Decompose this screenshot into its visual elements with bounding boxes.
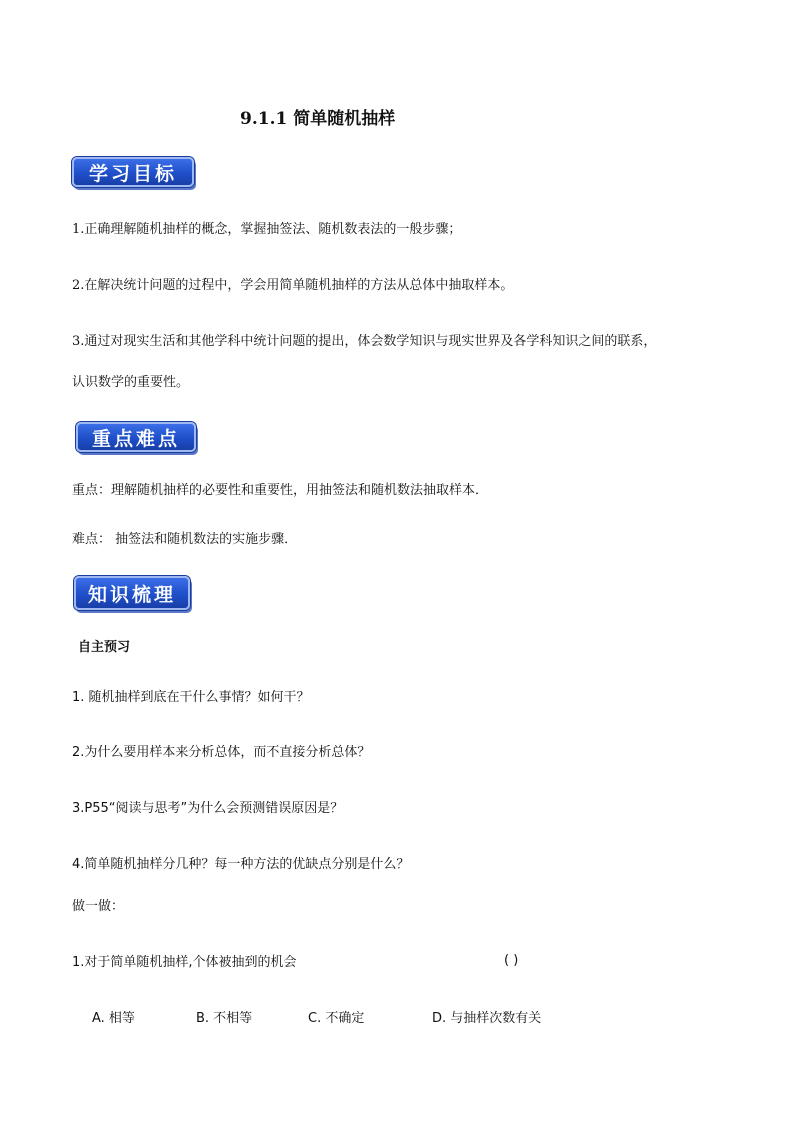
objective-1 — [72, 218, 461, 237]
objective-2 — [72, 274, 513, 293]
preview-question-3: 3.P55“阅读与思考”为什么会预测错误原因是？ — [72, 801, 344, 816]
preview-heading: 自主预习 — [78, 640, 131, 655]
page-title: 9.1.1 简单随机抽样 — [240, 109, 396, 129]
preview-question-4: 4.简单随机抽样分几种？每一种方法的优缺点分别是什么？ — [72, 857, 410, 872]
objective-2-number: 2. — [72, 278, 85, 293]
focus-text: 重点：理解随机抽样的必要性和重要性，用抽签法和随机数法抽取样本． — [72, 483, 489, 498]
objective-3 — [72, 330, 656, 349]
objective-2-text: 在解决统计问题的过程中，学会用简单随机抽样的方法从总体中抽取样本。 — [84, 278, 514, 293]
option-b: B. 不相等 — [196, 1011, 253, 1026]
section-badge-key-points: 重点难点 — [76, 422, 196, 452]
option-a: A. 相等 — [92, 1011, 135, 1026]
preview-question-2: 2.为什么要用样本来分析总体，而不直接分析总体？ — [72, 745, 371, 760]
objective-3-continued: 认识数学的重要性。 — [72, 375, 190, 390]
difficulty-text: 难点： 抽签法和随机数法的实施步骤． — [72, 532, 298, 547]
answer-blank: ( ) — [504, 953, 519, 968]
option-c: C. 不确定 — [308, 1011, 365, 1026]
do-it-label: 做一做： — [72, 899, 125, 914]
section-badge-objectives: 学习目标 — [72, 157, 194, 187]
preview-question-1: 1. 随机抽样到底在干什么事情？如何干？ — [72, 690, 310, 705]
objective-1-text: 正确理解随机抽样的概念，掌握抽签法、随机数表法的一般步骤； — [84, 222, 462, 237]
objective-3-text: 通过对现实生活和其他学科中统计问题的提出，体会数学知识与现实世界及各学科知识之间的联系， — [84, 334, 657, 349]
exercise-question: 1.对于简单随机抽样,个体被抽到的机会 — [72, 955, 297, 970]
objective-3-number: 3. — [72, 334, 85, 349]
objective-1-number: 1. — [72, 222, 85, 237]
option-d: D. 与抽样次数有关 — [432, 1011, 542, 1026]
section-badge-knowledge: 知识梳理 — [74, 576, 190, 610]
